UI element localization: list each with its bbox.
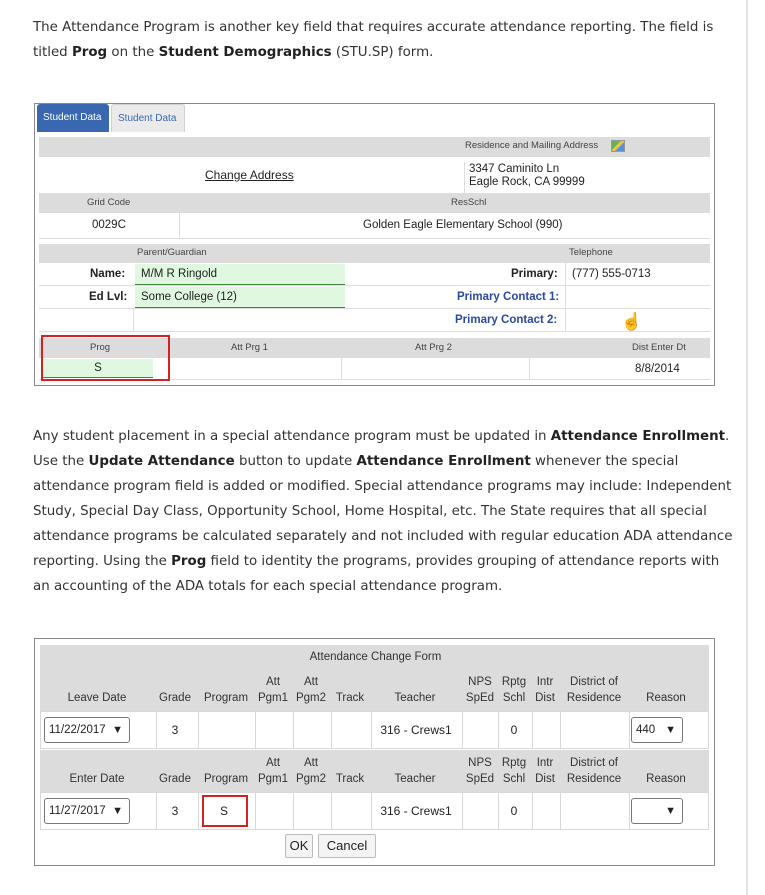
reason-header: Reason [646,692,686,704]
district-header-line2: Residence [566,692,622,704]
intr-header-line2: Dist [535,692,555,704]
grade-header: Grade [159,692,191,704]
grid-code-label: Grid Code [87,197,131,208]
change-address-link[interactable]: Change Address [205,168,294,182]
program-highlight-box [202,795,248,827]
form-title: Attendance Change Form [309,651,442,663]
address-header-label: Residence and Mailing Address [465,140,599,151]
att-pgm1-header-line2: Pgm1 [257,692,289,704]
enter-reason-select[interactable] [631,798,683,824]
address-divider [464,162,465,193]
primary-contact-2-link[interactable]: Primary Contact 2: [455,314,558,326]
enter-grade-value: 3 [171,804,179,818]
intro-paragraph: The Attendance Program is another key field that requires accurate attendance reporting. The field is titled Prog on the Student Demographics (STU.SP) form. [33,20,714,60]
district-header-line1: District of [570,676,618,688]
enter-district-line2: Residence [566,773,622,785]
enter-att-pgm1-line2: Pgm1 [257,773,289,785]
nps-header-line1: NPS [468,676,492,688]
address-row [39,157,710,194]
prog-label: Prog [90,342,111,353]
name-label: Name: [90,268,126,280]
enter-date-select[interactable]: 11/27/2017 ▼ [44,798,130,824]
dropdown-arrow-icon: ▼ [665,805,676,817]
phone-divider [565,263,566,286]
enter-intr-line2: Dist [535,773,555,785]
gridcode-divider [179,213,180,239]
leave-date-select[interactable]: 11/22/2017 ▼ [44,717,130,743]
contact2-divider [133,309,134,332]
enter-rptg-value: 0 [510,804,518,818]
enter-date-header: Enter Date [69,773,125,785]
tab-student-data-1[interactable]: Student Data [37,104,109,132]
rptg-header-line2: Schl [502,692,526,704]
enter-reason-header: Reason [646,773,686,785]
enter-intr-line1: Intr [536,757,554,769]
tab-student-data-2[interactable]: Student Data [111,104,185,132]
rptg-header-line1: Rptg [501,676,527,688]
primary-phone-value[interactable]: (777) 555-0713 [572,268,651,280]
primary-label: Primary: [511,268,558,280]
enter-att-pgm2-line2: Pgm2 [295,773,327,785]
parent-guardian-label: Parent/Guardian [137,247,207,258]
enter-rptg-line1: Rptg [501,757,527,769]
prog-divider-3 [529,358,530,380]
edlvl-label: Ed Lvl: [89,291,128,303]
enter-att-pgm1-line1: Att [265,757,281,769]
page-right-divider [746,0,748,895]
prog-highlight-box [41,335,170,381]
address-line1: 3347 Caminito Ln [469,163,560,175]
program-header: Program [203,692,249,704]
leave-grade-value: 3 [171,723,179,737]
enter-att-pgm2-line1: Att [303,757,319,769]
dist-enter-dt-value[interactable]: 8/8/2014 [635,363,680,375]
teacher-header: Teacher [394,692,436,704]
dist-enter-dt-label: Dist Enter Dt [632,342,686,353]
enter-teacher-header: Teacher [394,773,436,785]
address-line2: Eagle Rock, CA 99999 [469,176,585,188]
att-pgm2-header-line2: Pgm2 [295,692,327,704]
resschl-label: ResSchl [451,197,487,208]
name-field[interactable]: M/M R Ringold [135,264,345,285]
enter-track-header: Track [335,773,365,785]
enter-grade-header: Grade [159,773,191,785]
dropdown-arrow-icon: ▼ [112,724,123,736]
att-prg-2-label: Att Prg 2 [415,342,452,353]
dropdown-arrow-icon: ▼ [665,724,676,736]
nps-header-line2: SpEd [465,692,495,704]
telephone-label: Telephone [569,247,613,258]
gridcode-header-row [39,194,710,213]
primary-contact-1-link[interactable]: Primary Contact 1: [457,291,560,303]
track-header: Track [335,692,365,704]
cancel-button[interactable]: Cancel [318,834,376,858]
enter-nps-line2: SpEd [465,773,495,785]
map-icon[interactable] [611,140,625,152]
att-pgm1-header-line1: Att [265,676,281,688]
att-pgm2-header-line1: Att [303,676,319,688]
resschl-value[interactable]: Golden Eagle Elementary School (990) [363,219,563,231]
enter-district-line1: District of [570,757,618,769]
grid-code-value[interactable]: 0029C [92,219,126,231]
enter-teacher-value: 316 - Crews1 [380,804,452,818]
enter-program-value[interactable]: S [219,804,228,818]
enter-nps-line1: NPS [468,757,492,769]
leave-rptg-value: 0 [510,723,518,737]
ok-button[interactable]: OK [285,834,313,858]
leave-reason-select[interactable]: 440 ▼ [631,717,683,743]
attendance-paragraph: Any student placement in a special attendance program must be updated in Attendance Enrollment. Use the Update Attendance button to update Attendance Enrollment whenever the special attendance program field is added or modified. Special attendance programs may include: Independent Study, Special Day Class, Opportunity School, Home Hospital, etc. The State requires that all special attendance programs be calculated separately and not included with regular education ADA attendance reporting. Using the Prog field to identity the programs, provides grouping of attendance reports with an accounting of the ADA totals for each special attendance program. [33,429,733,594]
leave-date-header: Leave Date [67,692,127,704]
enter-rptg-line2: Schl [502,773,526,785]
hand-cursor-icon: ☝ [621,312,643,331]
leave-teacher-value: 316 - Crews1 [380,723,452,737]
contact2-row [39,309,710,332]
prog-divider-2 [341,358,342,380]
address-header-row [39,137,710,157]
edlvl-field[interactable]: Some College (12) [135,287,345,308]
enter-program-header: Program [203,773,249,785]
attendance-change-form-screenshot [34,638,715,866]
prog-field[interactable]: S [43,359,153,378]
intr-header-line1: Intr [536,676,554,688]
att-prg-1-label: Att Prg 1 [231,342,268,353]
dropdown-arrow-icon: ▼ [112,805,123,817]
student-demographics-screenshot [34,103,715,386]
